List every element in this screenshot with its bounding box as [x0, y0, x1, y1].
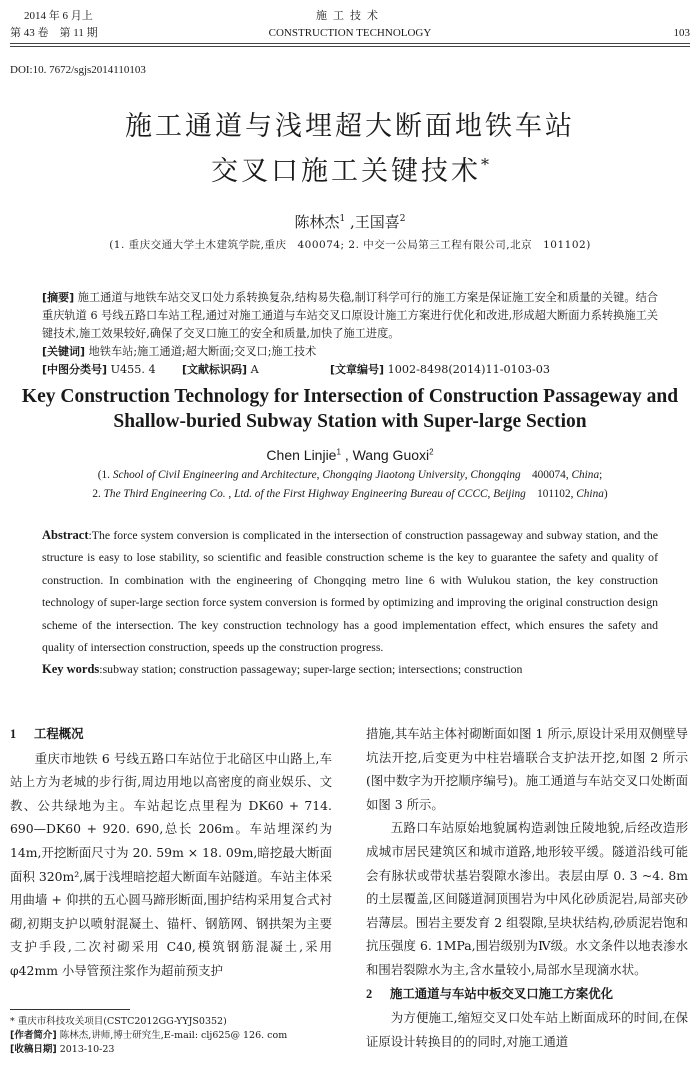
- abstract-en-text: The force system conversion is complicated in the intersection of construction passageway and subway station, and the structure is easy to lose stability, so scientific and feasible construction scheme is the key to guarantee the safety and quality of construction. In combination with the engineering of Chongqing metro line 6 with Wulukou station, the key construction technology of super-large section force system conversion is formed by optimizing and improving the original construction design scheme of the intersection. The key construction technology has a good implementation effect, which ensures the safety and quality of intersection construction, speeds up the construction progress.: [42, 528, 658, 655]
- keywords-en-colon: :: [99, 662, 103, 677]
- abstract-en-colon: :: [88, 528, 92, 542]
- affil-en-1-prefix: (1.: [97, 469, 113, 481]
- footnotes: [10, 1015, 287, 1057]
- title-cn-line2-text: 交叉口施工关键技术: [211, 156, 481, 187]
- keywords-cn-text: 地铁车站;施工通道;超大断面;交叉口;施工技术: [85, 345, 317, 358]
- affil-en-2-sep: ,: [487, 488, 494, 500]
- author-en-1-sup: 1: [336, 447, 341, 457]
- classification-row: [42, 361, 658, 379]
- section-2-paragraph-1: 为方便施工,缩短交叉口处车站上断面成环的时间,在保证原设计转换目的的同时,对施工通道: [366, 1010, 688, 1049]
- title-en-line1: Key Construction Technology for Intersection of Construction Passageway and: [21, 386, 679, 407]
- affil-en-2-company: The Third Engineering Co. , Ltd. of the First Highway Engineering Bureau of CCCC: [103, 488, 488, 500]
- affil-en-1-zip: 400074,: [520, 469, 572, 481]
- section-1-paragraph-1: 重庆市地铁 6 号线五路口车站位于北碚区中山路上,车站上方为老城的步行街,周边用地以高密度的商业娱乐、文教、公共绿地为主。车站起讫点里程为 DK60 + 714. 690—DK60 + 920. 690,总长 206m。车站埋深约为 14m,开挖断面尺寸为 20. 59m × 18. 09m,暗挖最大断面面积 320m²,属于浅埋暗挖超大断面车站隧道。车站主体采用曲墙 + 仰拱的五心圆马蹄形断面,围护结构采用复合式衬砌,初期支护以喷射混凝土、锚杆、钢筋网、钢拱架为主要支护手段,二次衬砌采用 C40,模筑钢筋混凝土,采用 φ42mm 小导管预注浆作为超前预支护: [10, 750, 332, 978]
- affil-en-2-city: Beijing: [493, 488, 526, 500]
- title-cn-line2: [0, 149, 700, 188]
- affil-en-2-end: ): [603, 488, 608, 500]
- header-volume-issue: 第 43 卷 第 11 期: [10, 27, 98, 39]
- title-cn-line1: 施工通道与浅埋超大断面地铁车站: [125, 111, 575, 142]
- author-en-1: Chen Linjie: [266, 447, 337, 463]
- affil-en-1-end: ;: [599, 469, 603, 481]
- affil-en-1-city: Chongqing: [470, 469, 521, 481]
- affil-en-2-prefix: 2.: [92, 488, 104, 500]
- section-1-heading: [10, 722, 332, 747]
- footnote-author: [10, 1029, 287, 1043]
- header-journal-en: CONSTRUCTION TECHNOLOGY: [268, 27, 432, 39]
- doc-code-label: [文献标识码]: [182, 363, 248, 376]
- header-journal-cn: 施工技术: [316, 10, 384, 22]
- affil-en-1-sep2: ,: [464, 469, 471, 481]
- author-en-sep: ,: [340, 447, 353, 463]
- footnote-received: [10, 1043, 287, 1057]
- article-no-value: 1002-8498(2014)11-0103-03: [384, 363, 551, 376]
- author-cn-1-sup: 1: [339, 214, 346, 224]
- section-1-paragraph-2: 五路口车站原始地貌属构造剥蚀丘陵地貌,后经改造形成城市居民建筑区和城市道路,地形较平缓。隧道沿线可能会有脉状或带状基岩裂隙水渗出。表层由厚 0. 3 ~4. 8m 的土层覆盖,区间隧道洞顶围岩为中风化砂质泥岩,局部夹砂岩薄层。围岩主要发育 2 组裂隙,呈块状结构,砂质泥岩饱和抗压强度 6. 1MPa,围岩级别为Ⅳ级。水文条件以地表渗水和围岩裂隙水为主,含水量较小,局部水呈现滴水状。: [366, 820, 688, 977]
- abstract-en: [42, 524, 658, 658]
- abstract-cn-block: [42, 289, 658, 379]
- author-cn-1: 陈林杰: [294, 213, 340, 231]
- affiliation-cn: (1. 重庆交通大学土木建筑学院,重庆 400074; 2. 中交一公局第三工程有限公司,北京 101102): [109, 239, 591, 251]
- affil-en-1-univ: Chongqing Jiaotong University: [322, 469, 465, 481]
- affil-en-2-country: China: [576, 488, 604, 500]
- authors-cn: [0, 211, 700, 232]
- affil-en-1-sep: ,: [316, 469, 323, 481]
- abstract-cn: [42, 289, 658, 343]
- header-rule-bottom: [10, 46, 690, 47]
- keywords-cn: [42, 343, 658, 361]
- header-rule-top: [10, 43, 690, 44]
- affiliation-en-line1: [0, 466, 700, 485]
- authors-en: [0, 447, 700, 463]
- doc-code-value: A: [247, 363, 259, 376]
- author-cn-2-sup: 2: [399, 214, 406, 224]
- header-issue-date: 2014 年 6 月上: [24, 10, 93, 22]
- article-no-label: [文章编号]: [330, 363, 385, 376]
- clc-value: U455. 4: [107, 363, 156, 376]
- section-2-heading: [366, 982, 688, 1007]
- clc-label: [中图分类号]: [42, 363, 108, 376]
- footnote-author-text: 陈林杰,讲师,博士研究生,E-mail: clj625@ 126. com: [56, 1030, 288, 1041]
- affiliation-en: [0, 466, 700, 504]
- author-en-2-sup: 2: [429, 447, 434, 457]
- article-no-item: [330, 361, 550, 379]
- body-column-left: [10, 722, 332, 983]
- affil-en-1-country: China: [571, 469, 600, 481]
- footnote-author-label: [作者简介]: [10, 1030, 57, 1041]
- keywords-en: [42, 658, 658, 680]
- keywords-en-text: subway station; construction passageway; super-large section; intersections; construction: [102, 662, 523, 677]
- abstract-cn-text: 施工通道与地铁车站交叉口处力系转换复杂,结构易失稳,制订科学可行的施工方案是保证施工安全和质量的关键。结合重庆轨道 6 号线五路口车站工程,通过对施工通道与车站交叉口原设计施工方案进行优化和改进,形成超大断面力系转换施工关键技术,施工效果较好,确保了交叉口施工的安全和质量,加快了施工进度。: [42, 291, 658, 340]
- title-en: [0, 384, 700, 434]
- affiliation-en-line2: [0, 485, 700, 504]
- section-1-number: 1: [10, 727, 17, 741]
- affil-en-2-zip: 101102,: [525, 488, 577, 500]
- doc-code-item: [182, 361, 330, 379]
- title-fund-mark: *: [481, 155, 489, 174]
- abstract-en-block: [42, 524, 658, 681]
- author-en-2: Wang Guoxi: [352, 447, 430, 463]
- abstract-cn-label: [摘要]: [42, 291, 75, 304]
- body-column-right: [366, 722, 688, 1053]
- keywords-cn-label: [关键词]: [42, 345, 86, 358]
- footnote-received-date: 2013-10-23: [56, 1044, 115, 1055]
- section-1-title: 工程概况: [34, 726, 84, 741]
- page-number: 103: [673, 27, 690, 39]
- section-2-number: 2: [366, 986, 373, 1001]
- footnote-fund: * 重庆市科技攻关项目(CSTC2012GG-YYJS0352): [10, 1016, 227, 1027]
- clc-item: [42, 361, 182, 379]
- footnote-rule: [10, 1009, 130, 1010]
- footnote-received-label: [收稿日期]: [10, 1044, 57, 1055]
- author-cn-2: 王国喜: [354, 213, 400, 231]
- title-en-line2: Shallow-buried Subway Station with Super-large Section: [113, 411, 587, 432]
- section-1-paragraph-1-cont: 措施,其车站主体衬砌断面如图 1 所示,原设计采用双侧壁导坑法开挖,后变更为中柱岩墙联合支护法开挖,如图 2 所示(图中数字为开挖顺序编号)。施工通道与车站交叉口处断面如图 3 所示。: [366, 726, 688, 812]
- keywords-en-label: Key words: [42, 662, 100, 677]
- affil-en-1-school: School of Civil Engineering and Architecture: [112, 469, 317, 481]
- author-cn-sep: ,: [345, 213, 355, 231]
- abstract-en-label: Abstract: [42, 528, 89, 542]
- section-2-title: 施工通道与车站中板交叉口施工方案优化: [390, 985, 614, 1001]
- doi: DOI:10. 7672/sgjs2014110103: [10, 64, 146, 76]
